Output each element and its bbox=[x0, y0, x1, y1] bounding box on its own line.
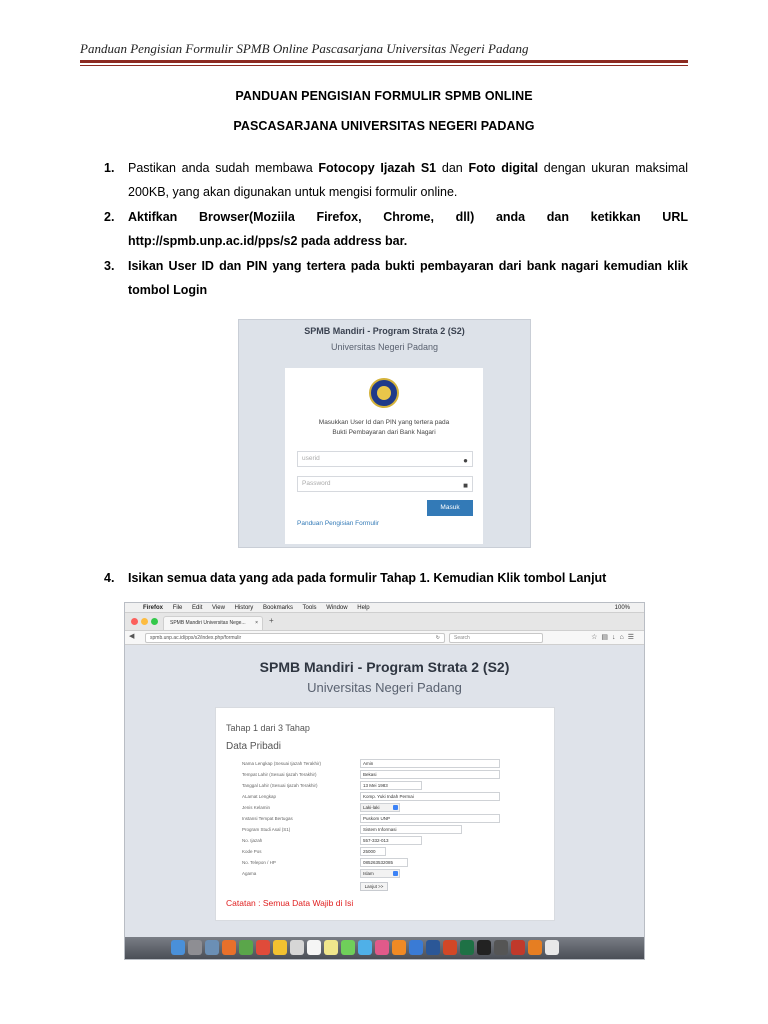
field-label: Instansi Tempat Bertugas bbox=[242, 816, 293, 821]
app-icon[interactable] bbox=[256, 940, 270, 955]
tempat-lahir-input[interactable]: Bekasi bbox=[360, 770, 500, 779]
field-label: No. Ijazah bbox=[242, 838, 263, 843]
browser-app-icon[interactable] bbox=[528, 940, 542, 955]
menu-help[interactable]: Help bbox=[357, 605, 370, 611]
document-header-text: Panduan Pengisian Formulir SPMB Online Pascasarjana Universitas Negeri Padang bbox=[80, 41, 529, 56]
step-3 bbox=[104, 254, 688, 302]
step-2 bbox=[104, 205, 688, 253]
page-subtitle: Universitas Negeri Padang bbox=[307, 680, 462, 695]
header-rule-thin bbox=[80, 65, 688, 66]
search-placeholder: Search bbox=[454, 635, 470, 641]
field-label: Tempat Lahir (Sesuai Ijazah Terakhir) bbox=[242, 772, 317, 777]
field-label: Agama bbox=[242, 871, 257, 876]
login-screenshot bbox=[238, 319, 531, 548]
word-icon[interactable] bbox=[426, 940, 440, 955]
trash-icon[interactable] bbox=[545, 940, 559, 955]
header-rule-thick bbox=[80, 60, 688, 63]
facetime-icon[interactable] bbox=[358, 940, 372, 955]
safari-icon[interactable] bbox=[205, 940, 219, 955]
field-label: Nama Lengkap (Sesuai Ijazah Terakhir) bbox=[242, 761, 321, 766]
excel-icon[interactable] bbox=[460, 940, 474, 955]
firefox-icon[interactable] bbox=[222, 940, 236, 955]
appstore-icon[interactable] bbox=[409, 940, 423, 955]
reminders-icon[interactable] bbox=[307, 940, 321, 955]
form-row-agama bbox=[242, 869, 542, 878]
login-message-line2: Bukti Pembayaran dari Bank Nagari bbox=[332, 429, 436, 436]
ibooks-icon[interactable] bbox=[392, 940, 406, 955]
telepon-input[interactable]: 085263532085 bbox=[360, 858, 408, 867]
password-placeholder: Password bbox=[302, 480, 331, 487]
nama-input[interactable]: Amin bbox=[360, 759, 500, 768]
powerpoint-icon[interactable] bbox=[443, 940, 457, 955]
step-4-line1: Isikan semua data yang ada pada formulir Tahap 1. Kemudian Klik tombol Lanjut bbox=[128, 571, 607, 585]
navigation-bar bbox=[125, 631, 644, 645]
step-number: 1. bbox=[104, 161, 115, 175]
prodi-input[interactable]: Sistem Informasi bbox=[360, 825, 462, 834]
password-input[interactable] bbox=[297, 476, 473, 492]
dock-icons bbox=[171, 940, 559, 956]
menu-edit[interactable]: Edit bbox=[192, 605, 203, 611]
form-step-label: Tahap 1 dari 3 Tahap bbox=[226, 723, 310, 733]
step-number: 4. bbox=[104, 571, 115, 585]
step-text: dan bbox=[436, 161, 469, 175]
login-card bbox=[285, 368, 483, 544]
form-row-tempat-lahir bbox=[242, 770, 542, 779]
tab-bar bbox=[125, 613, 644, 631]
login-message-line1: Masukkan User Id dan PIN yang tertera pada bbox=[318, 419, 450, 426]
doc-title-line2: PASCASARJANA UNIVERSITAS NEGERI PADANG bbox=[233, 119, 535, 133]
step-4 bbox=[104, 566, 688, 590]
step-3-line2: tombol Login bbox=[128, 283, 208, 297]
field-label: No. Telepon / HP bbox=[242, 860, 276, 865]
menu-bookmarks[interactable]: Bookmarks bbox=[262, 605, 293, 611]
step-2-line2: http://spmb.unp.ac.id/pps/s2 pada address bar. bbox=[128, 234, 408, 248]
terminal-icon[interactable] bbox=[477, 940, 491, 955]
reload-icon[interactable]: ↻ bbox=[435, 635, 440, 641]
step-1 bbox=[104, 156, 688, 204]
step-1-line1 bbox=[128, 156, 688, 180]
close-window-icon[interactable] bbox=[131, 618, 138, 625]
form-row-kode-pos bbox=[242, 847, 542, 856]
url-text: spmb.unp.ac.id/pps/s2/index.php/formulir bbox=[150, 635, 242, 641]
menu-history[interactable]: History bbox=[234, 605, 254, 611]
notes-icon[interactable] bbox=[273, 940, 287, 955]
menu-view[interactable]: View bbox=[212, 605, 225, 611]
browser-tab[interactable] bbox=[163, 616, 263, 630]
form-row-ijazah bbox=[242, 836, 542, 845]
form-row-prodi bbox=[242, 825, 542, 834]
form-card bbox=[215, 707, 555, 921]
launchpad-icon[interactable] bbox=[188, 940, 202, 955]
kode-pos-input[interactable]: 25000 bbox=[360, 847, 386, 856]
messages-icon[interactable] bbox=[341, 940, 355, 955]
userid-input[interactable] bbox=[297, 451, 473, 467]
emblem-center bbox=[377, 386, 391, 400]
step-1-line2: 200KB, yang akan digunakan untuk mengisi formulir online. bbox=[128, 185, 458, 199]
field-label: Kode Pos bbox=[242, 849, 262, 854]
document-header bbox=[80, 40, 688, 58]
step-text: Pastikan anda sudah membawa bbox=[128, 161, 319, 175]
minimize-window-icon[interactable] bbox=[141, 618, 148, 625]
filezilla-icon[interactable] bbox=[511, 940, 525, 955]
masuk-button[interactable]: Masuk bbox=[427, 500, 473, 516]
form-section-title: Data Pribadi bbox=[226, 741, 282, 752]
required-note: Catatan : Semua Data Wajib di Isi bbox=[226, 898, 354, 908]
chrome-icon[interactable] bbox=[239, 940, 253, 955]
stickies-icon[interactable] bbox=[324, 940, 338, 955]
search-bar[interactable] bbox=[449, 633, 543, 643]
form-row-tanggal-lahir bbox=[242, 781, 542, 790]
userid-placeholder: userid bbox=[302, 455, 320, 462]
mac-menubar bbox=[125, 603, 644, 613]
back-icon[interactable]: ◀ bbox=[129, 633, 135, 640]
step-emphasis: Fotocopy Ijazah S1 bbox=[318, 161, 437, 175]
form-row-jenis-kelamin bbox=[242, 803, 542, 812]
menu-tools[interactable]: Tools bbox=[302, 605, 317, 611]
university-emblem-icon bbox=[369, 378, 399, 408]
finder-icon[interactable] bbox=[171, 940, 185, 955]
field-label: Program Studi Asal (S1) bbox=[242, 827, 291, 832]
lanjut-button[interactable]: Lanjut >> bbox=[360, 882, 388, 891]
lock-icon: ■ bbox=[463, 481, 468, 490]
jenis-kelamin-select[interactable]: Laki-laki bbox=[360, 803, 400, 812]
instansi-input[interactable]: Puskom UNP bbox=[360, 814, 500, 823]
battery-status: 100% bbox=[614, 605, 630, 611]
tab-label: SPMB Mandiri Universitas Nege... bbox=[170, 620, 246, 626]
browser-screenshot bbox=[124, 602, 645, 960]
url-bar[interactable] bbox=[145, 633, 445, 643]
menu-file[interactable]: File bbox=[172, 605, 183, 611]
agama-select[interactable]: Islam bbox=[360, 869, 400, 878]
field-label: Tanggal Lahir (Sesuai Ijazah Terakhir) bbox=[242, 783, 318, 788]
step-2-line1: Aktifkan Browser(Moziila Firefox, Chrome, dll) anda dan ketikkan URL bbox=[128, 210, 688, 224]
login-subtitle: Universitas Negeri Padang bbox=[330, 342, 439, 352]
ijazah-input[interactable]: 557-332-013 bbox=[360, 836, 422, 845]
form-row-nama bbox=[242, 759, 542, 768]
form-row-instansi bbox=[242, 814, 542, 823]
step-text: yang tertera pada bukti pembayaran dari bank nagari kemudian klik bbox=[267, 259, 688, 273]
field-label: Jenis Kelamin bbox=[242, 805, 271, 810]
alamat-input[interactable]: Komp. Yuki Indah Permai bbox=[360, 792, 500, 801]
form-row-telepon bbox=[242, 858, 542, 867]
step-emphasis: Isikan User ID dan PIN bbox=[128, 259, 268, 273]
new-tab-icon[interactable]: + bbox=[269, 616, 274, 625]
activity-monitor-icon[interactable] bbox=[494, 940, 508, 955]
toolbar-icons[interactable]: ☆▤↓⌂☰ bbox=[591, 634, 638, 641]
login-message bbox=[295, 418, 473, 438]
step-text: dengan ukuran maksimal bbox=[538, 161, 688, 175]
step-emphasis: Foto digital bbox=[468, 161, 539, 175]
calendar-icon[interactable] bbox=[290, 940, 304, 955]
login-title: SPMB Mandiri - Program Strata 2 (S2) bbox=[304, 326, 465, 336]
step-number: 2. bbox=[104, 210, 115, 224]
tanggal-lahir-input[interactable]: 13 Mei 1983 bbox=[360, 781, 422, 790]
user-icon: ● bbox=[463, 456, 468, 465]
doc-title-line1: PANDUAN PENGISIAN FORMULIR SPMB ONLINE bbox=[235, 89, 533, 103]
menu-window[interactable]: Window bbox=[326, 605, 348, 611]
field-label: ALamat Lengkap bbox=[242, 794, 277, 799]
menu-app-name[interactable]: Firefox bbox=[143, 605, 164, 611]
form-row-alamat bbox=[242, 792, 542, 801]
itunes-icon[interactable] bbox=[375, 940, 389, 955]
panduan-link[interactable]: Panduan Pengisian Formulir bbox=[297, 520, 380, 527]
zoom-window-icon[interactable] bbox=[151, 618, 158, 625]
mac-dock bbox=[125, 937, 644, 959]
step-3-line1 bbox=[128, 254, 688, 278]
step-number: 3. bbox=[104, 259, 115, 273]
page-title: SPMB Mandiri - Program Strata 2 (S2) bbox=[259, 659, 510, 675]
close-tab-icon[interactable]: × bbox=[255, 620, 258, 626]
